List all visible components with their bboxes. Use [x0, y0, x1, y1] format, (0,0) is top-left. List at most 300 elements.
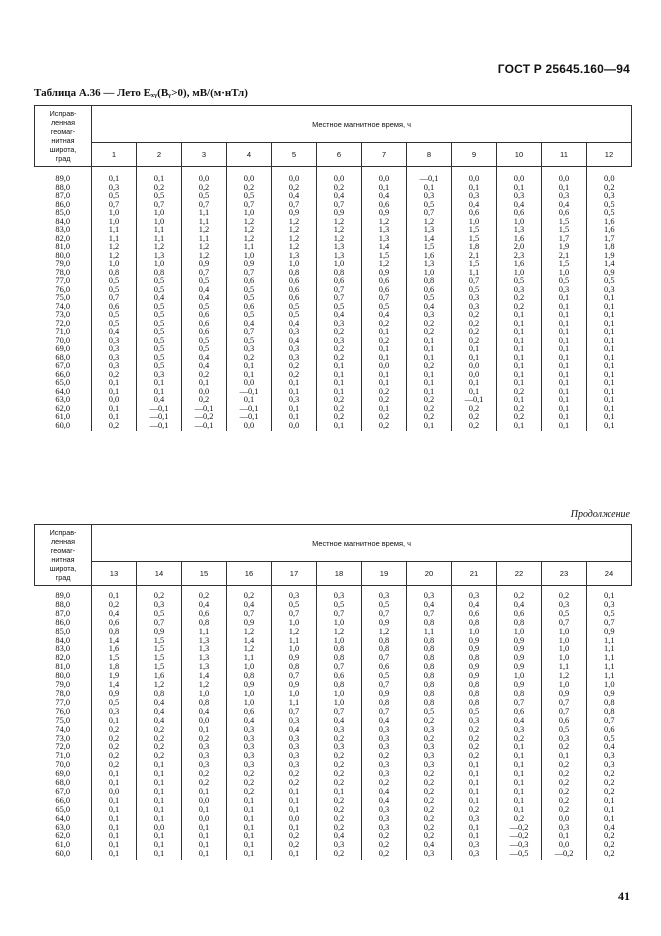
value-cell: 1,0 — [92, 218, 137, 227]
value-cell: 0,9 — [362, 209, 407, 218]
value-cell: 0,1 — [542, 328, 587, 337]
value-cell: 0,7 — [272, 610, 317, 619]
value-cell: 0,1 — [137, 167, 182, 184]
value-cell: 0,1 — [497, 328, 542, 337]
value-cell: 0,1 — [272, 413, 317, 422]
value-cell: 1,5 — [137, 663, 182, 672]
value-cell: 0,5 — [92, 320, 137, 329]
value-cell: 0,8 — [317, 645, 362, 654]
value-cell: 1,3 — [497, 226, 542, 235]
value-cell: 0,2 — [272, 779, 317, 788]
value-cell: 0,2 — [227, 779, 272, 788]
value-cell: 0,3 — [362, 726, 407, 735]
value-cell: 1,3 — [362, 226, 407, 235]
latitude-cell: 76,0 — [55, 284, 71, 294]
value-cell: 0,2 — [407, 832, 452, 841]
value-cell: 0,7 — [227, 201, 272, 210]
value-cell: 0,1 — [92, 770, 137, 779]
value-cell: 0,7 — [497, 699, 542, 708]
value-cell: 0,4 — [362, 311, 407, 320]
value-cell: 0,4 — [272, 337, 317, 346]
value-cell: 0,3 — [362, 743, 407, 752]
value-cell: 0,7 — [272, 708, 317, 717]
value-cell: —0,2 — [542, 850, 587, 860]
value-cell: 0,1 — [452, 779, 497, 788]
table-caption: Таблица А.36 — Лето Eₓᵧ(Bᵧ>0), мВ/(м·нТл) — [34, 87, 248, 99]
value-cell: 0,1 — [182, 806, 227, 815]
value-cell: 0,1 — [542, 422, 587, 432]
value-cell: 0,3 — [497, 192, 542, 201]
value-cell: 0,3 — [92, 354, 137, 363]
value-cell: 0,3 — [452, 717, 497, 726]
value-cell: 1,6 — [497, 260, 542, 269]
value-cell: 0,3 — [452, 815, 497, 824]
value-cell: 0,4 — [542, 201, 587, 210]
value-cell: 0,1 — [317, 379, 362, 388]
value-cell: 0,1 — [497, 761, 542, 770]
hour-header: 1 — [92, 143, 137, 167]
value-cell: 0,6 — [92, 303, 137, 312]
value-cell: 0,5 — [227, 192, 272, 201]
table-row — [35, 167, 632, 184]
value-cell: 1,1 — [227, 243, 272, 252]
value-cell: 0,1 — [92, 717, 137, 726]
value-cell: 0,6 — [407, 286, 452, 295]
value-cell: 0,5 — [137, 311, 182, 320]
value-cell: 0,2 — [587, 788, 632, 797]
value-cell: 0,5 — [272, 601, 317, 610]
value-cell: 0,8 — [317, 654, 362, 663]
latitude-cell: 77,0 — [55, 697, 71, 707]
value-cell: 0,2 — [317, 824, 362, 833]
value-cell: 0,1 — [497, 354, 542, 363]
value-cell: 0,2 — [407, 815, 452, 824]
value-cell: 0,2 — [272, 770, 317, 779]
value-cell: 0,3 — [452, 303, 497, 312]
latitude-cell: 67,0 — [55, 361, 71, 371]
value-cell: 0,5 — [407, 201, 452, 210]
value-cell: 0,5 — [407, 708, 452, 717]
value-cell: 0,9 — [452, 672, 497, 681]
value-cell: 0,1 — [137, 388, 182, 397]
value-cell: 0,9 — [587, 269, 632, 278]
value-cell: 0,5 — [272, 311, 317, 320]
value-cell: 0,5 — [182, 345, 227, 354]
value-cell: 0,1 — [497, 422, 542, 432]
value-cell: 1,1 — [272, 699, 317, 708]
value-cell: 0,0 — [227, 379, 272, 388]
table-row — [35, 422, 632, 432]
value-cell: 0,2 — [362, 850, 407, 860]
value-cell: 0,2 — [452, 311, 497, 320]
value-cell: 0,9 — [362, 690, 407, 699]
latitude-cell: 78,0 — [55, 267, 71, 277]
value-cell: 0,2 — [317, 761, 362, 770]
value-cell: 0,1 — [92, 824, 137, 833]
value-cell: 0,1 — [497, 788, 542, 797]
value-cell: 0,1 — [497, 379, 542, 388]
latitude-cell: 83,0 — [55, 225, 71, 235]
value-cell: 0,3 — [272, 328, 317, 337]
value-cell: 0,1 — [362, 328, 407, 337]
value-cell: 0,4 — [317, 311, 362, 320]
value-cell: 0,5 — [137, 337, 182, 346]
value-cell: 1,9 — [587, 252, 632, 261]
value-cell: 0,4 — [317, 192, 362, 201]
value-cell: 1,0 — [227, 690, 272, 699]
value-cell: 0,2 — [272, 841, 317, 850]
latitude-cell: 85,0 — [55, 626, 71, 636]
hour-header: 9 — [452, 143, 497, 167]
value-cell: 0,7 — [542, 699, 587, 708]
hour-header: 11 — [542, 143, 587, 167]
value-cell: 0,2 — [407, 320, 452, 329]
value-cell: 0,5 — [137, 354, 182, 363]
value-cell: 1,1 — [407, 628, 452, 637]
value-cell: 1,3 — [137, 252, 182, 261]
value-cell: 0,1 — [362, 345, 407, 354]
value-cell: 1,0 — [272, 260, 317, 269]
value-cell: 0,1 — [272, 388, 317, 397]
value-cell: 0,1 — [587, 422, 632, 432]
value-cell: 0,2 — [92, 726, 137, 735]
value-cell: 1,4 — [407, 235, 452, 244]
value-cell: 0,9 — [587, 628, 632, 637]
value-cell: 0,2 — [407, 396, 452, 405]
value-cell: 1,6 — [407, 252, 452, 261]
value-cell: 0,3 — [182, 743, 227, 752]
value-cell: 0,8 — [407, 619, 452, 628]
value-cell: 0,9 — [452, 663, 497, 672]
value-cell: 0,7 — [92, 294, 137, 303]
value-cell: 0,7 — [452, 277, 497, 286]
value-cell: 1,2 — [317, 235, 362, 244]
hour-header: 22 — [497, 562, 542, 586]
value-cell: 1,0 — [317, 690, 362, 699]
value-cell: 0,1 — [497, 362, 542, 371]
value-cell: 0,9 — [497, 681, 542, 690]
value-cell: 0,1 — [542, 311, 587, 320]
value-cell: 0,5 — [587, 201, 632, 210]
value-cell: 0,3 — [182, 761, 227, 770]
value-cell: 1,6 — [497, 235, 542, 244]
value-cell: —0,1 — [182, 422, 227, 432]
value-cell: 0,1 — [542, 294, 587, 303]
value-cell: 0,6 — [227, 708, 272, 717]
value-cell: 0,1 — [272, 850, 317, 860]
value-cell: —0,3 — [497, 841, 542, 850]
value-cell: 0,7 — [137, 201, 182, 210]
value-cell: 0,2 — [542, 586, 587, 601]
value-cell: 0,1 — [137, 779, 182, 788]
value-cell: 1,5 — [137, 645, 182, 654]
value-cell: 1,4 — [587, 260, 632, 269]
value-cell: 1,3 — [317, 243, 362, 252]
value-cell: 0,1 — [407, 422, 452, 432]
value-cell: 0,2 — [137, 752, 182, 761]
value-cell: —0,1 — [452, 396, 497, 405]
value-cell: 0,2 — [92, 761, 137, 770]
latitude-cell: 78,0 — [55, 688, 71, 698]
value-cell: 0,9 — [587, 690, 632, 699]
value-cell: 0,1 — [497, 797, 542, 806]
value-cell: 0,6 — [362, 201, 407, 210]
hour-header: 23 — [542, 562, 587, 586]
value-cell: 0,3 — [317, 337, 362, 346]
value-cell: 0,1 — [227, 371, 272, 380]
value-cell: 0,2 — [497, 586, 542, 601]
value-cell: 0,2 — [362, 413, 407, 422]
value-cell: 0,2 — [452, 413, 497, 422]
value-cell: 0,3 — [92, 362, 137, 371]
value-cell: 0,2 — [587, 841, 632, 850]
value-cell: 0,2 — [227, 770, 272, 779]
value-cell: 0,2 — [227, 184, 272, 193]
value-cell: 1,1 — [272, 637, 317, 646]
value-cell: 0,7 — [542, 708, 587, 717]
value-cell: 1,0 — [182, 690, 227, 699]
value-cell: 0,6 — [362, 286, 407, 295]
value-cell: 0,5 — [137, 320, 182, 329]
value-cell: 1,8 — [452, 243, 497, 252]
value-cell: 0,1 — [497, 320, 542, 329]
value-cell: 1,5 — [542, 260, 587, 269]
value-cell: 0,1 — [227, 797, 272, 806]
continuation-label: Продолжение — [570, 509, 630, 520]
value-cell: 0,2 — [497, 413, 542, 422]
value-cell: 0,1 — [317, 371, 362, 380]
standard-header: ГОСТ Р 25645.160—94 — [497, 62, 630, 76]
value-cell: 0,1 — [92, 413, 137, 422]
value-cell: 0,2 — [317, 815, 362, 824]
value-cell: 0,3 — [587, 601, 632, 610]
latitude-cell: 79,0 — [55, 680, 71, 690]
value-cell: 0,1 — [542, 371, 587, 380]
value-cell: 0,4 — [407, 601, 452, 610]
value-cell: 1,0 — [137, 218, 182, 227]
value-cell: 0,1 — [452, 770, 497, 779]
value-cell: 0,1 — [182, 788, 227, 797]
value-cell: 1,0 — [542, 654, 587, 663]
latitude-cell: 72,0 — [55, 742, 71, 752]
latitude-cell: 63,0 — [55, 822, 71, 832]
value-cell: 1,6 — [587, 218, 632, 227]
value-cell: 0,1 — [227, 850, 272, 860]
value-cell: 0,0 — [452, 362, 497, 371]
value-cell: 0,3 — [407, 761, 452, 770]
value-cell: 0,3 — [542, 824, 587, 833]
value-cell: 0,1 — [587, 371, 632, 380]
value-cell: 0,2 — [317, 396, 362, 405]
value-cell: 0,6 — [542, 209, 587, 218]
value-cell: 0,1 — [497, 806, 542, 815]
value-cell: 0,5 — [137, 303, 182, 312]
value-cell: 0,7 — [272, 201, 317, 210]
value-cell: 0,2 — [317, 806, 362, 815]
value-cell: 1,2 — [362, 260, 407, 269]
value-cell: 0,1 — [542, 752, 587, 761]
value-cell: 0,3 — [407, 752, 452, 761]
value-cell: 0,3 — [407, 743, 452, 752]
value-cell: 0,1 — [92, 806, 137, 815]
time-group-header: Местное магнитное время, ч — [92, 525, 632, 562]
value-cell: 0,2 — [182, 586, 227, 601]
value-cell: 0,3 — [497, 726, 542, 735]
value-cell: 0,2 — [317, 413, 362, 422]
value-cell: 0,2 — [407, 328, 452, 337]
value-cell: 0,1 — [587, 379, 632, 388]
value-cell: 0,8 — [137, 690, 182, 699]
value-cell: 0,3 — [362, 770, 407, 779]
value-cell: 1,0 — [497, 672, 542, 681]
hour-header: 8 — [407, 143, 452, 167]
latitude-header: Исправ- ленная геомаг- нитная широта, град — [35, 106, 92, 167]
value-cell: 0,2 — [452, 422, 497, 432]
value-cell: 0,2 — [497, 303, 542, 312]
hour-header: 21 — [452, 562, 497, 586]
value-cell: 1,1 — [587, 663, 632, 672]
value-cell: 0,5 — [137, 610, 182, 619]
value-cell: —0,1 — [182, 405, 227, 414]
latitude-cell: 80,0 — [55, 250, 71, 260]
value-cell: 0,2 — [182, 396, 227, 405]
value-cell: 0,3 — [362, 761, 407, 770]
value-cell: 1,0 — [317, 637, 362, 646]
value-cell: 0,8 — [272, 269, 317, 278]
value-cell: 0,2 — [587, 184, 632, 193]
value-cell: 1,9 — [542, 243, 587, 252]
value-cell: 0,2 — [272, 832, 317, 841]
value-cell: 0,0 — [452, 371, 497, 380]
page-number: 41 — [618, 889, 630, 903]
value-cell: 0,8 — [227, 672, 272, 681]
value-cell: 1,2 — [542, 672, 587, 681]
value-cell: 0,1 — [587, 362, 632, 371]
value-cell: 0,3 — [227, 761, 272, 770]
value-cell: 0,1 — [272, 806, 317, 815]
value-cell: 0,7 — [317, 708, 362, 717]
value-cell: 1,3 — [182, 637, 227, 646]
value-cell: 1,5 — [452, 260, 497, 269]
value-cell: 0,1 — [317, 388, 362, 397]
value-cell: 0,1 — [542, 832, 587, 841]
value-cell: 0,2 — [92, 422, 137, 432]
value-cell: 1,5 — [137, 654, 182, 663]
latitude-header: Исправ- ленная геомаг- нитная широта, град — [35, 525, 92, 586]
table-row — [35, 850, 632, 860]
value-cell: 0,1 — [542, 354, 587, 363]
value-cell: 0,1 — [587, 797, 632, 806]
value-cell: —0,1 — [227, 405, 272, 414]
value-cell: 0,2 — [182, 735, 227, 744]
value-cell: 0,3 — [317, 841, 362, 850]
value-cell: 0,5 — [92, 192, 137, 201]
value-cell: 0,1 — [137, 832, 182, 841]
hour-header: 18 — [317, 562, 362, 586]
value-cell: 1,0 — [272, 645, 317, 654]
value-cell: 1,2 — [227, 645, 272, 654]
value-cell: 0,5 — [497, 277, 542, 286]
table-row — [35, 586, 632, 601]
value-cell: 0,8 — [452, 619, 497, 628]
value-cell: 0,9 — [227, 260, 272, 269]
value-cell: 0,4 — [137, 708, 182, 717]
value-cell: 0,2 — [362, 422, 407, 432]
value-cell: 0,1 — [92, 779, 137, 788]
latitude-cell: 73,0 — [55, 733, 71, 743]
latitude-cell: 79,0 — [55, 259, 71, 269]
value-cell: 0,1 — [137, 841, 182, 850]
latitude-cell: 64,0 — [55, 813, 71, 823]
value-cell: 1,1 — [92, 226, 137, 235]
value-cell: 0,3 — [317, 320, 362, 329]
value-cell: 0,1 — [452, 824, 497, 833]
value-cell: 0,2 — [362, 388, 407, 397]
value-cell: 0,3 — [362, 824, 407, 833]
value-cell: 0,2 — [272, 184, 317, 193]
value-cell: 1,0 — [317, 619, 362, 628]
value-cell: 1,1 — [227, 654, 272, 663]
value-cell: 0,7 — [542, 619, 587, 628]
value-cell: 0,6 — [272, 286, 317, 295]
value-cell: 0,2 — [92, 601, 137, 610]
value-cell: 0,5 — [182, 337, 227, 346]
value-cell: 0,1 — [542, 413, 587, 422]
value-cell: 0,1 — [587, 294, 632, 303]
value-cell: 0,4 — [182, 294, 227, 303]
value-cell: 1,4 — [362, 243, 407, 252]
value-cell: 0,9 — [497, 645, 542, 654]
value-cell: 0,7 — [362, 610, 407, 619]
value-cell: 0,5 — [542, 610, 587, 619]
value-cell: 0,5 — [587, 735, 632, 744]
value-cell: 0,2 — [452, 752, 497, 761]
value-cell: 0,5 — [92, 286, 137, 295]
value-cell: 0,4 — [137, 717, 182, 726]
value-cell: 0,1 — [137, 815, 182, 824]
value-cell: 0,1 — [587, 405, 632, 414]
value-cell: 0,2 — [407, 779, 452, 788]
value-cell: —0,1 — [407, 167, 452, 184]
value-cell: 0,9 — [227, 681, 272, 690]
value-cell: 0,9 — [227, 619, 272, 628]
value-cell: 0,2 — [407, 405, 452, 414]
value-cell: 0,4 — [182, 601, 227, 610]
value-cell: 0,8 — [452, 654, 497, 663]
value-cell: 0,1 — [497, 396, 542, 405]
value-cell: 0,5 — [272, 303, 317, 312]
value-cell: 0,1 — [362, 354, 407, 363]
value-cell: 0,1 — [272, 379, 317, 388]
value-cell: 1,0 — [227, 663, 272, 672]
latitude-cell: 84,0 — [55, 216, 71, 226]
value-cell: 0,1 — [452, 345, 497, 354]
value-cell: 0,1 — [182, 824, 227, 833]
latitude-cell: 77,0 — [55, 276, 71, 286]
value-cell: 0,1 — [317, 362, 362, 371]
hour-header: 12 — [587, 143, 632, 167]
value-cell: 0,4 — [362, 788, 407, 797]
value-cell: 0,0 — [182, 797, 227, 806]
value-cell: 0,8 — [182, 619, 227, 628]
value-cell: 0,2 — [317, 354, 362, 363]
value-cell: 0,6 — [497, 610, 542, 619]
value-cell: 0,3 — [272, 586, 317, 601]
latitude-cell: 86,0 — [55, 617, 71, 627]
value-cell: 0,8 — [272, 663, 317, 672]
value-cell: 0,1 — [587, 806, 632, 815]
value-cell: 0,5 — [362, 303, 407, 312]
